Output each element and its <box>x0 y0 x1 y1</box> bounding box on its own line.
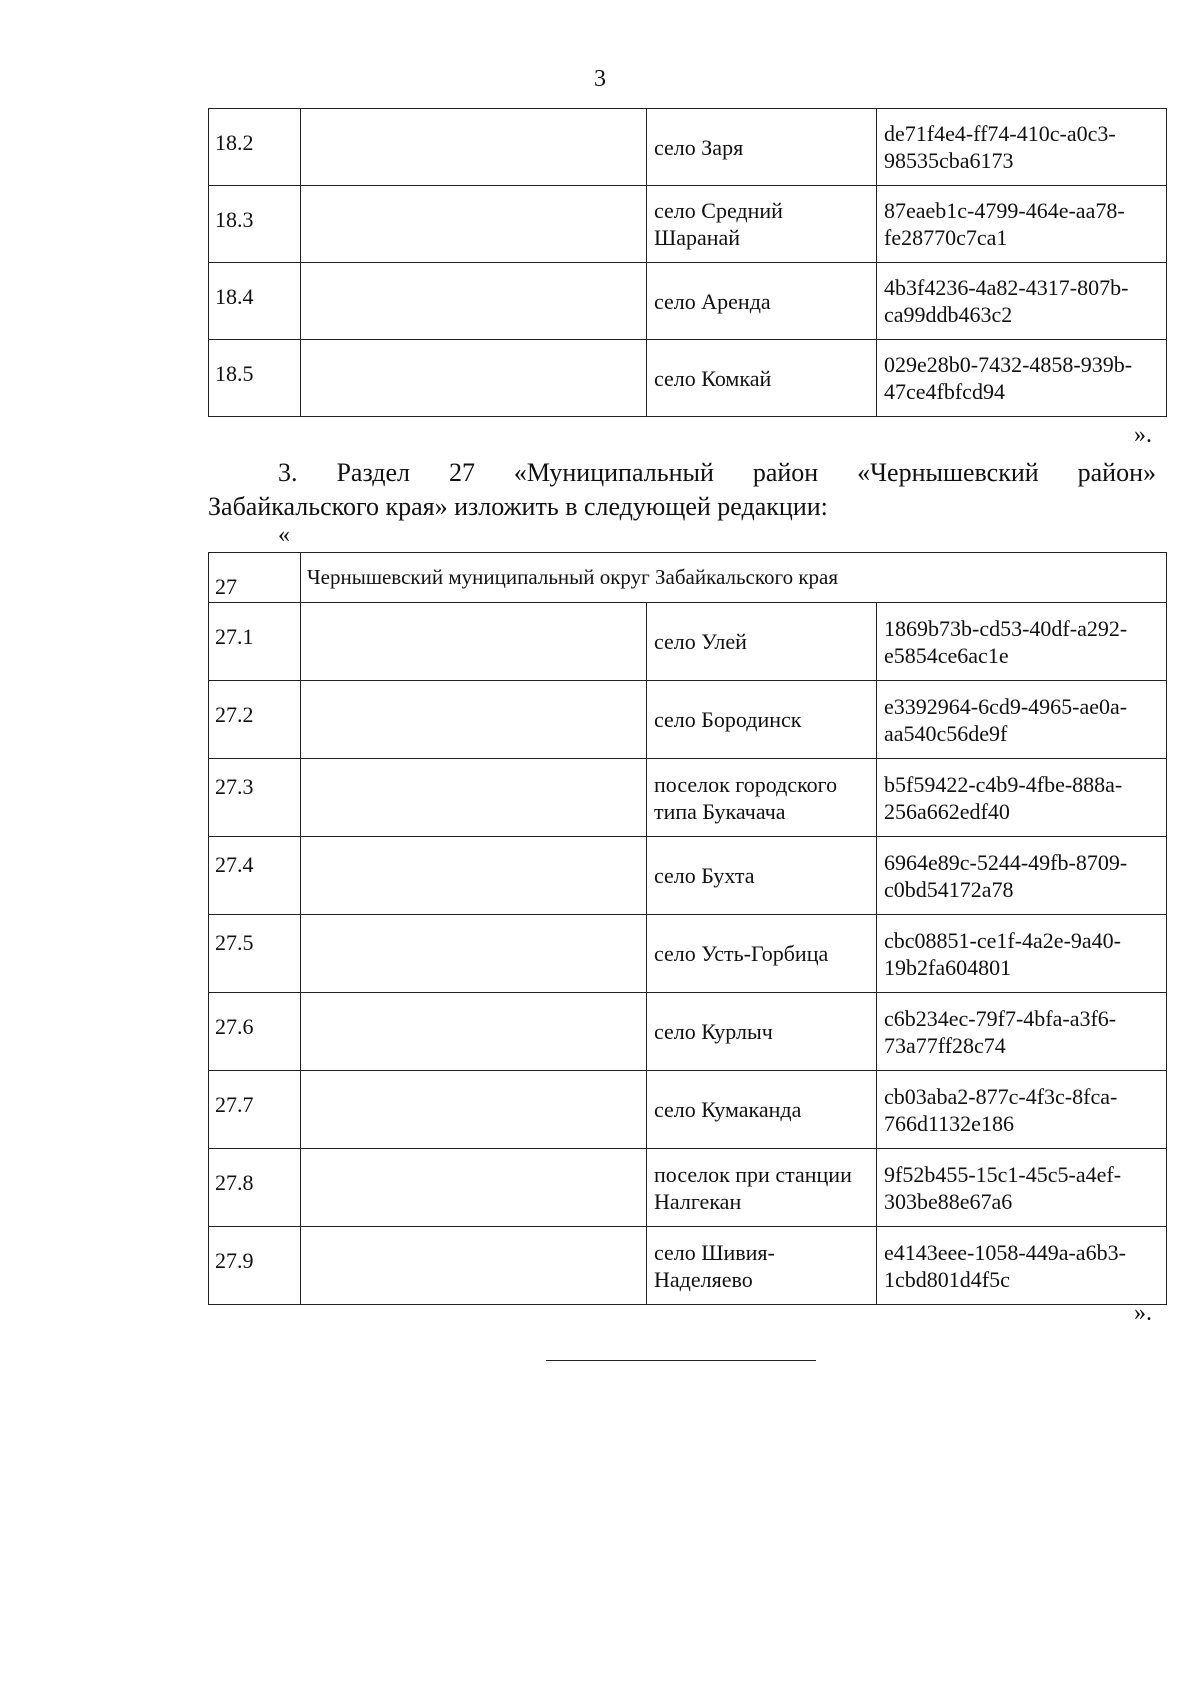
empty-cell <box>301 603 647 681</box>
table-row <box>209 1149 1167 1227</box>
table-row <box>209 603 1167 681</box>
row-number: 27.5 <box>209 915 301 993</box>
amendment-paragraph-line2: Забайкальского края» изложить в следующей редакции: <box>208 492 828 521</box>
guid-value: 6964e89c-5244-49fb-8709-c0bd54172a78 <box>877 837 1167 915</box>
row-number: 27.2 <box>209 681 301 759</box>
place-name: село Курлыч <box>647 993 877 1071</box>
empty-cell <box>301 915 647 993</box>
row-number: 27.7 <box>209 1071 301 1149</box>
empty-cell <box>301 340 647 417</box>
table-row <box>209 759 1167 837</box>
place-name: село Средний Шаранай <box>647 186 877 263</box>
guid-value: 029e28b0-7432-4858-939b-47ce4fbfcd94 <box>877 340 1167 417</box>
guid-value: 1869b73b-cd53-40df-a292-e5854ce6ac1e <box>877 603 1167 681</box>
place-name: село Улей <box>647 603 877 681</box>
guid-value: cbc08851-ce1f-4a2e-9a40-19b2fa604801 <box>877 915 1167 993</box>
row-number: 27.1 <box>209 603 301 681</box>
guid-value: e3392964-6cd9-4965-ae0a-aa540c56de9f <box>877 681 1167 759</box>
empty-cell <box>301 263 647 340</box>
end-divider <box>546 1360 816 1361</box>
place-name: село Заря <box>647 109 877 186</box>
table-row <box>209 340 1167 417</box>
table-row <box>209 109 1167 186</box>
table-row <box>209 263 1167 340</box>
row-number: 18.2 <box>209 109 301 186</box>
table-section-18 <box>208 108 1167 417</box>
empty-cell <box>301 1227 647 1305</box>
guid-value: 4b3f4236-4a82-4317-807b-ca99ddb463c2 <box>877 263 1167 340</box>
row-number: 27.6 <box>209 993 301 1071</box>
empty-cell <box>301 681 647 759</box>
guid-value: de71f4e4-ff74-410c-a0c3-98535cba6173 <box>877 109 1167 186</box>
row-number: 18.4 <box>209 263 301 340</box>
empty-cell <box>301 1149 647 1227</box>
guid-value: c6b234ec-79f7-4bfa-a3f6-73a77ff28c74 <box>877 993 1167 1071</box>
empty-cell <box>301 837 647 915</box>
table-row <box>209 1071 1167 1149</box>
section-title: Чернышевский муниципальный округ Забайкальского края <box>301 553 1167 603</box>
place-name: поселок городского типа Букачача <box>647 759 877 837</box>
guid-value: b5f59422-c4b9-4fbe-888a-256a662edf40 <box>877 759 1167 837</box>
amendment-paragraph-line1: 3. Раздел 27 «Муниципальный район «Чернышевский район» <box>278 458 1156 487</box>
guid-value: e4143eee-1058-449a-a6b3-1cbd801d4f5c <box>877 1227 1167 1305</box>
row-number: 27.8 <box>209 1149 301 1227</box>
row-number: 27.9 <box>209 1227 301 1305</box>
opening-quote: « <box>278 522 290 548</box>
row-number: 18.5 <box>209 340 301 417</box>
place-name: село Шивия-Наделяево <box>647 1227 877 1305</box>
table-row <box>209 186 1167 263</box>
row-number: 27.3 <box>209 759 301 837</box>
guid-value: cb03aba2-877c-4f3c-8fca-766d1132e186 <box>877 1071 1167 1149</box>
page-number: 3 <box>594 66 606 92</box>
place-name: село Кумаканда <box>647 1071 877 1149</box>
closing-quote: ». <box>1134 1300 1152 1326</box>
place-name: село Усть-Горбица <box>647 915 877 993</box>
place-name: поселок при станции Налгекан <box>647 1149 877 1227</box>
place-name: село Комкай <box>647 340 877 417</box>
row-number: 27.4 <box>209 837 301 915</box>
section-number: 27 <box>209 553 301 603</box>
section-header-row <box>209 553 1167 603</box>
table-row <box>209 681 1167 759</box>
table-row <box>209 915 1167 993</box>
empty-cell <box>301 1071 647 1149</box>
place-name: село Аренда <box>647 263 877 340</box>
empty-cell <box>301 186 647 263</box>
closing-quote: ». <box>1134 422 1152 448</box>
empty-cell <box>301 109 647 186</box>
place-name: село Бородинск <box>647 681 877 759</box>
table-row <box>209 837 1167 915</box>
guid-value: 9f52b455-15c1-45c5-a4ef-303be88e67a6 <box>877 1149 1167 1227</box>
guid-value: 87eaeb1c-4799-464e-aa78-fe28770c7ca1 <box>877 186 1167 263</box>
table-row <box>209 993 1167 1071</box>
row-number: 18.3 <box>209 186 301 263</box>
empty-cell <box>301 993 647 1071</box>
place-name: село Бухта <box>647 837 877 915</box>
empty-cell <box>301 759 647 837</box>
table-row <box>209 1227 1167 1305</box>
table-section-27 <box>208 552 1167 1305</box>
